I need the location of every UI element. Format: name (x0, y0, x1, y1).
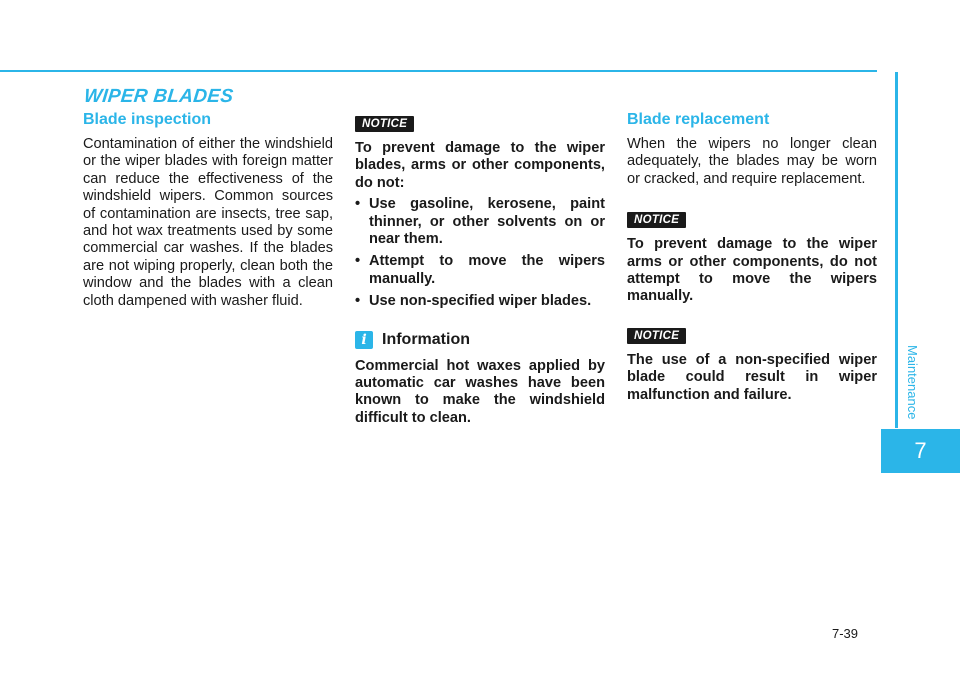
notice-bullet-list (355, 196, 605, 310)
list-item: • Attempt to move the wipers manually. (355, 253, 605, 287)
notice-badge: NOTICE (627, 328, 686, 344)
column-notice-info (355, 110, 605, 427)
notice-row (627, 210, 877, 228)
bullet-dot: • (355, 196, 361, 213)
blade-inspection-text: Contamination of either the windshield or the wiper blades with foreign matter can reduce the effectiveness of the windshield wipers. Common sources of contamination are insects, tree sap, and hot wax treatments used by some commercial car washes. If the blades are not wiping properly, clean both the window and the blades with a clean cloth dampened with washer fluid. (83, 136, 333, 309)
heading-blade-replacement: Blade replacement (627, 111, 770, 128)
list-item: • Use gasoline, kerosene, paint thinner, or other solvents on or near them. (355, 196, 605, 248)
column-blade-inspection (83, 110, 333, 310)
bullet-dot: • (355, 253, 361, 270)
information-text: Commercial hot waxes applied by automatic car washes have been known to make the windshield difficult to clean. (355, 357, 605, 426)
bullet-dot: • (355, 293, 361, 310)
notice-row (627, 326, 877, 344)
list-item: • Use non-specified wiper blades. (355, 293, 592, 310)
notice-row (355, 114, 605, 132)
notice-text: The use of a non-specified wiper blade could result in wiper malfunction and failure. (627, 351, 877, 403)
page-number: 7-39 (832, 626, 859, 641)
information-header (355, 331, 605, 349)
blade-replacement-text: When the wipers no longer clean adequately, the blades may be worn or cracked, and require replacement. (627, 136, 877, 187)
chapter-label: Maintenance (905, 345, 920, 420)
sidebar-rule (895, 72, 898, 428)
column-blade-replacement (627, 110, 877, 404)
top-rule (0, 70, 877, 72)
section-title: WIPER BLADES (82, 86, 235, 107)
notice-badge: NOTICE (355, 116, 414, 132)
heading-blade-inspection: Blade inspection (83, 111, 212, 128)
info-icon: i (355, 331, 373, 349)
notice-intro: To prevent damage to the wiper blades, arms or other components, do not: (355, 140, 605, 191)
information-title: Information (382, 330, 470, 348)
chapter-number: 7 (881, 429, 960, 473)
notice-badge: NOTICE (627, 212, 686, 228)
notice-text: To prevent damage to the wiper arms or other components, do not attempt to move the wipers manually. (627, 236, 877, 305)
